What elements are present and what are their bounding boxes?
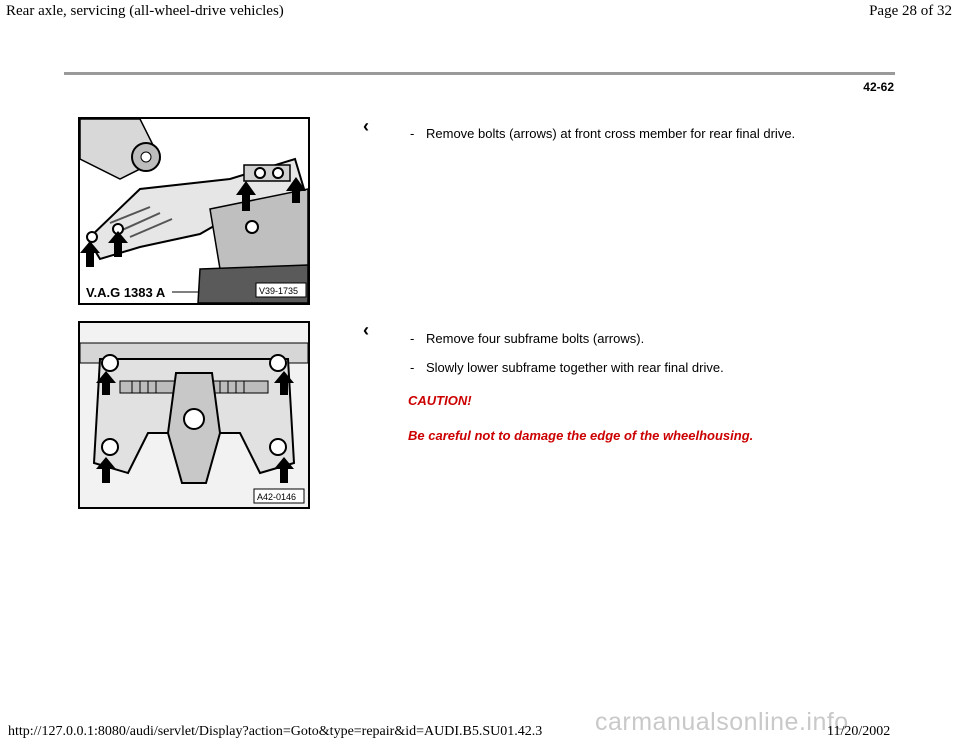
page-number: 42-62 [863, 80, 894, 94]
document-title: Rear axle, servicing (all-wheel-drive vehicles) [6, 3, 284, 19]
step-item [410, 360, 724, 375]
step-item [410, 126, 795, 141]
bullet-dash: - [410, 126, 415, 141]
figure-ref: V39-1735 [259, 286, 299, 296]
step-item [410, 331, 644, 346]
step-text: Slowly lower subframe together with rear final drive. [426, 360, 724, 375]
caution-title: CAUTION! [408, 393, 472, 408]
pointer-arrow-icon: ‹ [363, 320, 369, 340]
page-indicator: Page 28 of 32 [869, 3, 952, 19]
caution-text: Be careful not to damage the edge of the wheelhousing. [408, 428, 754, 443]
footer-url: http://127.0.0.1:8080/audi/servlet/Display?action=Goto&type=repair&id=AUDI.B5.SU01.42.3 [8, 724, 543, 739]
figure-ref: A42-0146 [257, 492, 297, 502]
watermark: carmanualsonline.info [595, 708, 849, 736]
footer-date: 11/20/2002 [827, 724, 891, 739]
tool-label: V.A.G 1383 A [86, 285, 166, 300]
figure-subframe-bolts [78, 321, 310, 509]
step-text: Remove four subframe bolts (arrows). [426, 331, 645, 346]
bullet-dash: - [410, 360, 415, 375]
pointer-arrow-icon: ‹ [363, 116, 369, 136]
figure-final-drive-bolts [78, 117, 310, 305]
header-rule [64, 72, 895, 75]
bullet-dash: - [410, 331, 415, 346]
step-text: Remove bolts (arrows) at front cross member for rear final drive. [426, 126, 796, 141]
